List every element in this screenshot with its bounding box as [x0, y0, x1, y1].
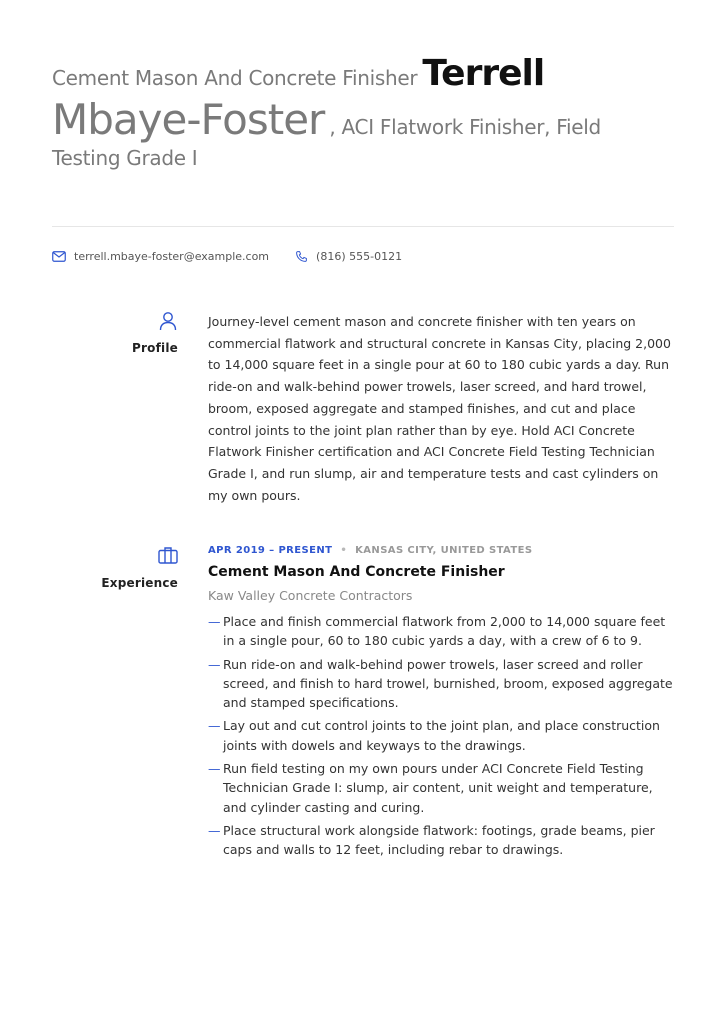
- list-item: — Place and finish commercial flatwork from 2,000 to 14,000 square feet in a single pour, 60 to 180 cubic yards a day, with a crew of 6 to 9.: [208, 612, 673, 651]
- profile-section-label: Profile: [132, 341, 178, 355]
- list-item: — Run ride-on and walk-behind power trowels, laser screed and roller screed, and finish to hard trowel, burnished, broom, exposed aggregate and stamped specifications.: [208, 655, 673, 713]
- contact-bar: [52, 250, 428, 263]
- mail-icon: [52, 251, 66, 262]
- user-icon: [159, 311, 177, 331]
- meta-separator: •: [340, 545, 348, 556]
- experience-bullets: [208, 612, 673, 860]
- list-item: — Lay out and cut control joints to the joint plan, and place construction joints with dowels and keyways to the drawings.: [208, 716, 673, 755]
- list-item: — Run field testing on my own pours under ACI Concrete Field Testing Technician Grade I: slump, air content, unit weight and temperature, and cylinder casting and curing.: [208, 759, 673, 817]
- experience-entry: [208, 545, 673, 864]
- experience-section-label: Experience: [101, 576, 178, 590]
- contact-phone[interactable]: [295, 250, 402, 263]
- briefcase-icon: [158, 546, 178, 564]
- experience-date: APR 2019 – PRESENT: [208, 545, 333, 556]
- profile-summary: Journey-level cement mason and concrete finisher with ten years on commercial flatwork and structural concrete in Kansas City, placing 2,000 to 14,000 square feet in a single pour at 60 to 180 cubic yards a day. Run ride-on and walk-behind power trowels, laser screed, and hard trowel, broom, exposed aggregate and stamped finishes, and cut and place control joints to the joint plan rather than by eye. Hold ACI Concrete Flatwork Finisher certification and ACI Concrete Field Testing Technician Grade I, and run slump, air and temperature tests and cast cylinders on my own pours.: [208, 314, 671, 503]
- resume-header: [52, 52, 674, 170]
- contact-email[interactable]: [52, 250, 269, 263]
- phone-text: (816) 555-0121: [316, 250, 403, 263]
- phone-icon: [295, 250, 308, 263]
- email-text: terrell.mbaye-foster@example.com: [74, 250, 270, 263]
- experience-job-title: Cement Mason And Concrete Finisher: [208, 564, 505, 580]
- list-item: — Place structural work alongside flatwork: footings, grade beams, pier caps and walls to 12 feet, including rebar to drawings.: [208, 821, 673, 860]
- experience-meta: [208, 545, 673, 556]
- job-title-prefix: Cement Mason And Concrete Finisher: [52, 66, 418, 90]
- experience-location: KANSAS CITY, UNITED STATES: [355, 545, 533, 556]
- first-name: Terrell: [422, 53, 545, 94]
- header-divider: [52, 226, 674, 227]
- last-name: Mbaye-Foster: [52, 95, 325, 145]
- name-title-line: [52, 52, 674, 170]
- experience-company: Kaw Valley Concrete Contractors: [208, 588, 413, 603]
- job-title-suffix: , ACI Flatwork Finisher, Field Testing Grade I: [52, 115, 601, 170]
